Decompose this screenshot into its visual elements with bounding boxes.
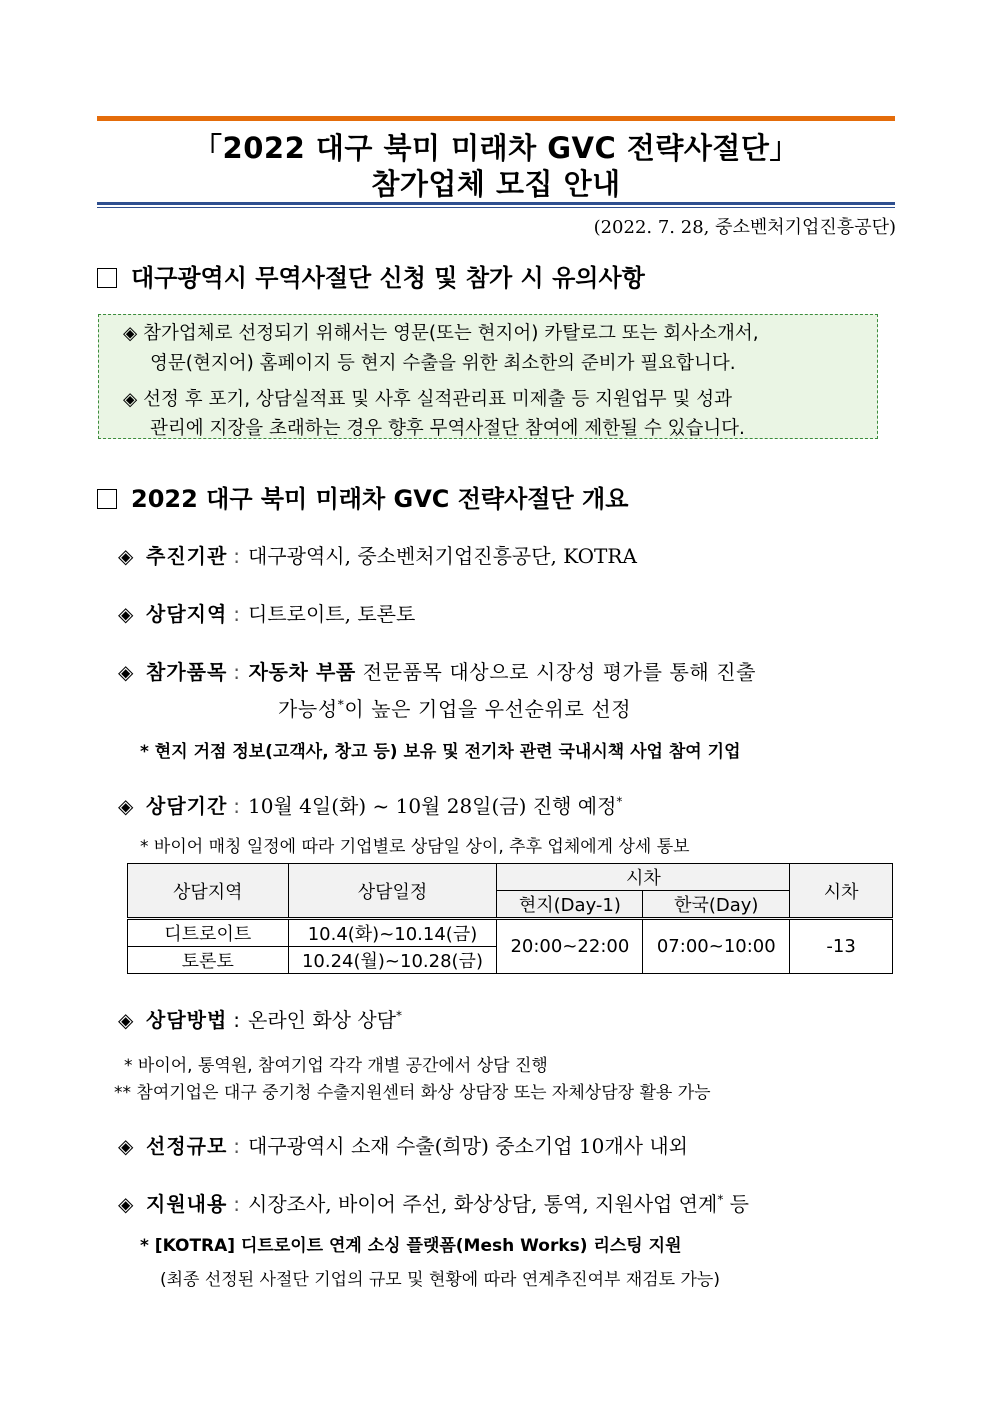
- th-korea-time: 한국(Day): [643, 891, 790, 919]
- item-label: 추진기관: [146, 544, 228, 568]
- date-line: (2022. 7. 28, 중소벤처기업진흥공단): [593, 217, 896, 238]
- th-local-time: 현지(Day-1): [497, 891, 643, 919]
- product-note: * 현지 거점 정보(고객사, 창고 등) 보유 및 전기차 관련 국내시책 사업 참여 기업: [140, 742, 741, 762]
- th-region: 상담지역: [128, 864, 289, 919]
- diamond-marker-icon: ◈: [123, 389, 138, 410]
- method-note1: * 바이어, 통역원, 참여기업 각각 개별 공간에서 상담 진행: [124, 1056, 548, 1076]
- item-value: 디트로이트, 토론토: [248, 602, 416, 626]
- item-label: 참가품목: [146, 660, 228, 684]
- section2-title: 2022 대구 북미 미래차 GVC 전략사절단 개요: [131, 485, 629, 513]
- item-method: ◈ 상담방법 : 온라인 화상 상담*: [118, 1008, 402, 1032]
- header-rule-bottom-thin: [97, 207, 895, 208]
- item-product: ◈ 참가품목 : 자동차 부품 전문품목 대상으로 시장성 평가를 통해 진출: [118, 660, 757, 684]
- item-value: 대구광역시, 중소벤처기업진흥공단, KOTRA: [248, 544, 637, 568]
- item-support: ◈ 지원내용 : 시장조사, 바이어 주선, 화상상담, 통역, 지원사업 연계* 등: [118, 1192, 750, 1216]
- item-value: 전문품목 대상으로 시장성 평가를 통해 진출: [355, 660, 757, 684]
- th-timediff: 시차: [790, 864, 893, 919]
- item-value: 온라인 화상 상담: [248, 1008, 396, 1032]
- notice1-line2: 영문(현지어) 홈페이지 등 현지 수출을 위한 최소한의 준비가 필요합니다.: [150, 353, 736, 374]
- cell-date: 10.24(월)~10.28(금): [288, 947, 497, 974]
- diamond-bullet-icon: ◈: [118, 794, 134, 818]
- item-period: ◈ 상담기간 : 10월 4일(화) ~ 10월 28일(금) 진행 예정*: [118, 794, 623, 818]
- item-label: 상담방법: [146, 1008, 228, 1032]
- cell-region: 디트로이트: [128, 919, 289, 947]
- diamond-bullet-icon: ◈: [118, 1192, 134, 1216]
- notice-box: [98, 314, 878, 439]
- diamond-bullet-icon: ◈: [118, 1008, 134, 1032]
- diamond-bullet-icon: ◈: [118, 1134, 134, 1158]
- item-value: 10월 4일(화) ~ 10월 28일(금) 진행 예정: [248, 794, 617, 818]
- th-timediff-group: 시차: [497, 864, 790, 891]
- page-title-line2: 참가업체 모집 안내: [371, 167, 621, 201]
- item-label: 상담기간: [146, 794, 228, 818]
- item-label: 선정규모: [146, 1134, 228, 1158]
- cell-region: 토론토: [128, 947, 289, 974]
- notice1-line1: ◈ 참가업체로 선정되기 위해서는 영문(또는 현지어) 카탈로그 또는 회사소개서,: [123, 323, 759, 344]
- cell-timediff: -13: [790, 919, 893, 974]
- header-rule-bottom: [97, 202, 895, 205]
- method-note2: ** 참여기업은 대구 중기청 수출지원센터 화상 상담장 또는 자체상담장 활용 가능: [114, 1083, 711, 1103]
- header-rule-top: [97, 116, 895, 121]
- item-scale: ◈ 선정규모 : 대구광역시 소재 수출(희망) 중소기업 10개사 내외: [118, 1134, 688, 1158]
- diamond-bullet-icon: ◈: [118, 544, 134, 568]
- page-title-line1: 「2022 대구 북미 미래차 GVC 전략사절단」: [193, 131, 799, 165]
- diamond-bullet-icon: ◈: [118, 660, 134, 684]
- item-value: 대구광역시 소재 수출(희망) 중소기업 10개사 내외: [248, 1134, 688, 1158]
- item-value: 시장조사, 바이어 주선, 화상상담, 통역, 지원사업 연계: [248, 1192, 718, 1216]
- support-note1: * [KOTRA] 디트로이트 연계 소싱 플랫폼(Mesh Works) 리스팅 지원: [140, 1236, 682, 1256]
- diamond-marker-icon: ◈: [123, 323, 138, 344]
- item-value-bold: 자동차 부품: [248, 660, 356, 684]
- notice2-line2: 관리에 지장을 초래하는 경우 향후 무역사절단 참여에 제한될 수 있습니다.: [150, 418, 745, 439]
- section1-title: 대구광역시 무역사절단 신청 및 참가 시 유의사항: [131, 264, 645, 292]
- checkbox-square-icon: [97, 268, 117, 288]
- notice2-line1: ◈ 선정 후 포기, 상담실적표 및 사후 실적관리표 미제출 등 지원업무 및 성과: [123, 389, 732, 410]
- section2-heading: [97, 479, 628, 514]
- item-org: ◈ 추진기관 : 대구광역시, 중소벤처기업진흥공단, KOTRA: [118, 544, 637, 568]
- item-label: 상담지역: [146, 602, 228, 626]
- checkbox-square-icon: [97, 489, 117, 509]
- item-product-line2: 가능성*이 높은 기업을 우선순위로 선정: [278, 697, 632, 721]
- section1-heading: [97, 258, 645, 293]
- item-region: ◈ 상담지역 : 디트로이트, 토론토: [118, 602, 416, 626]
- th-date: 상담일정: [288, 864, 497, 919]
- support-note2: (최종 선정된 사절단 기업의 규모 및 현황에 따라 연계추진여부 재검토 가능): [160, 1270, 720, 1290]
- cell-local-time: 20:00~22:00: [497, 919, 643, 974]
- item-label: 지원내용: [146, 1192, 228, 1216]
- diamond-bullet-icon: ◈: [118, 602, 134, 626]
- cell-date: 10.4(화)~10.14(금): [288, 919, 497, 947]
- cell-korea-time: 07:00~10:00: [643, 919, 790, 974]
- table-row: [128, 919, 893, 947]
- schedule-table: [127, 863, 893, 974]
- period-note: * 바이어 매칭 일정에 따라 기업별로 상담일 상이, 추후 업체에게 상세 통보: [140, 837, 690, 857]
